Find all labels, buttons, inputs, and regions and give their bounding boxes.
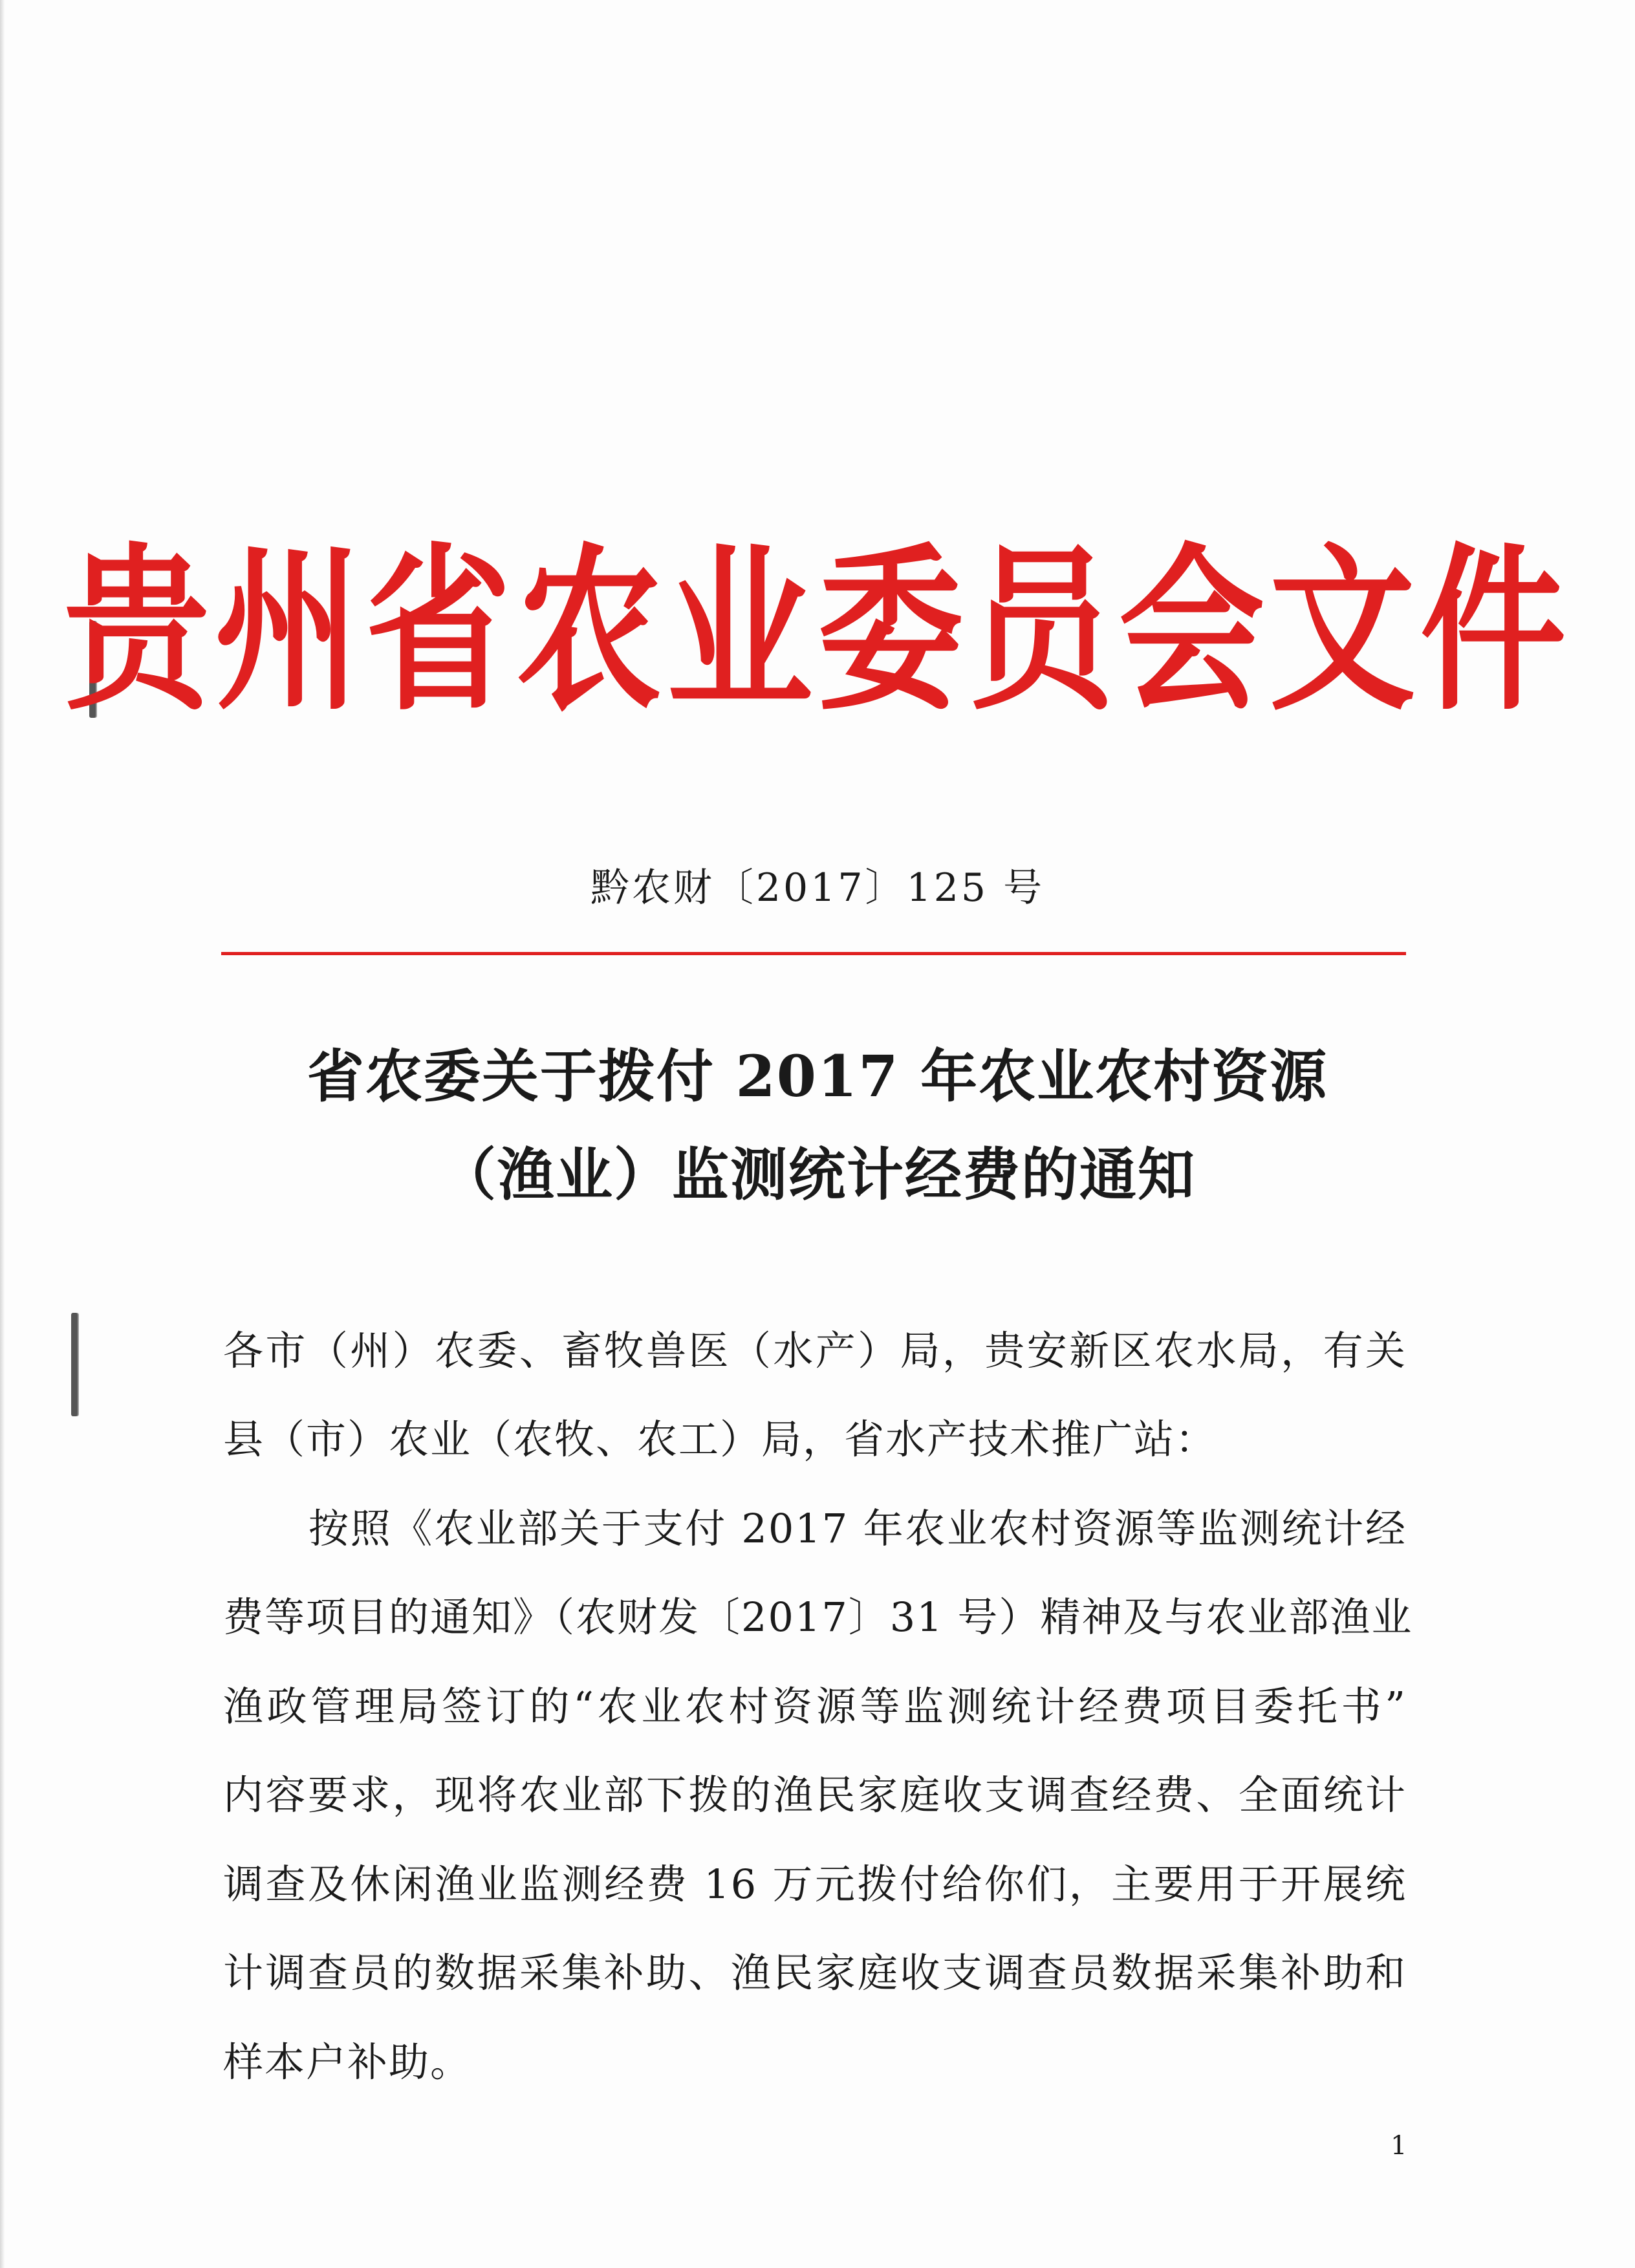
notice-title-line-2: （渔业）监测统计经费的通知	[439, 1141, 1196, 1208]
body-line: 按照《农业部关于支付 2017 年农业农村资源等监测统计经	[309, 1505, 1407, 1552]
body-line: 调查及休闲渔业监测经费 16 万元拨付给你们，主要用于开展统	[223, 1861, 1407, 1908]
body-line: 县（市）农业（农牧、农工）局，省水产技术推广站：	[223, 1416, 1217, 1463]
issuer-red-header: 贵州省农业委员会文件	[64, 528, 1571, 735]
body-line: 各市（州）农委、畜牧兽医（水产）局，贵安新区农水局，有关	[223, 1327, 1407, 1374]
scan-edge-shadow	[0, 0, 5, 2268]
staple-mark	[71, 1313, 78, 1416]
body-line: 内容要求，现将农业部下拨的渔民家庭收支调查经费、全面统计	[223, 1771, 1407, 1819]
page-number: 1	[1391, 2131, 1407, 2161]
body-line: 计调查员的数据采集补助、渔民家庭收支调查员数据采集补助和	[223, 1949, 1407, 1996]
notice-title-line-1: 省农委关于拨付 2017 年农业农村资源	[307, 1042, 1328, 1110]
body-line: 样本户补助。	[223, 2038, 472, 2086]
body-line: 渔政管理局签订的“农业农村资源等监测统计经费项目委托书”	[223, 1683, 1407, 1730]
document-number: 黔农财〔2017〕125 号	[590, 865, 1045, 911]
body-line: 费等项目的通知》（农财发〔2017〕31 号）精神及与农业部渔业	[223, 1593, 1413, 1641]
red-separator-line	[221, 952, 1406, 955]
